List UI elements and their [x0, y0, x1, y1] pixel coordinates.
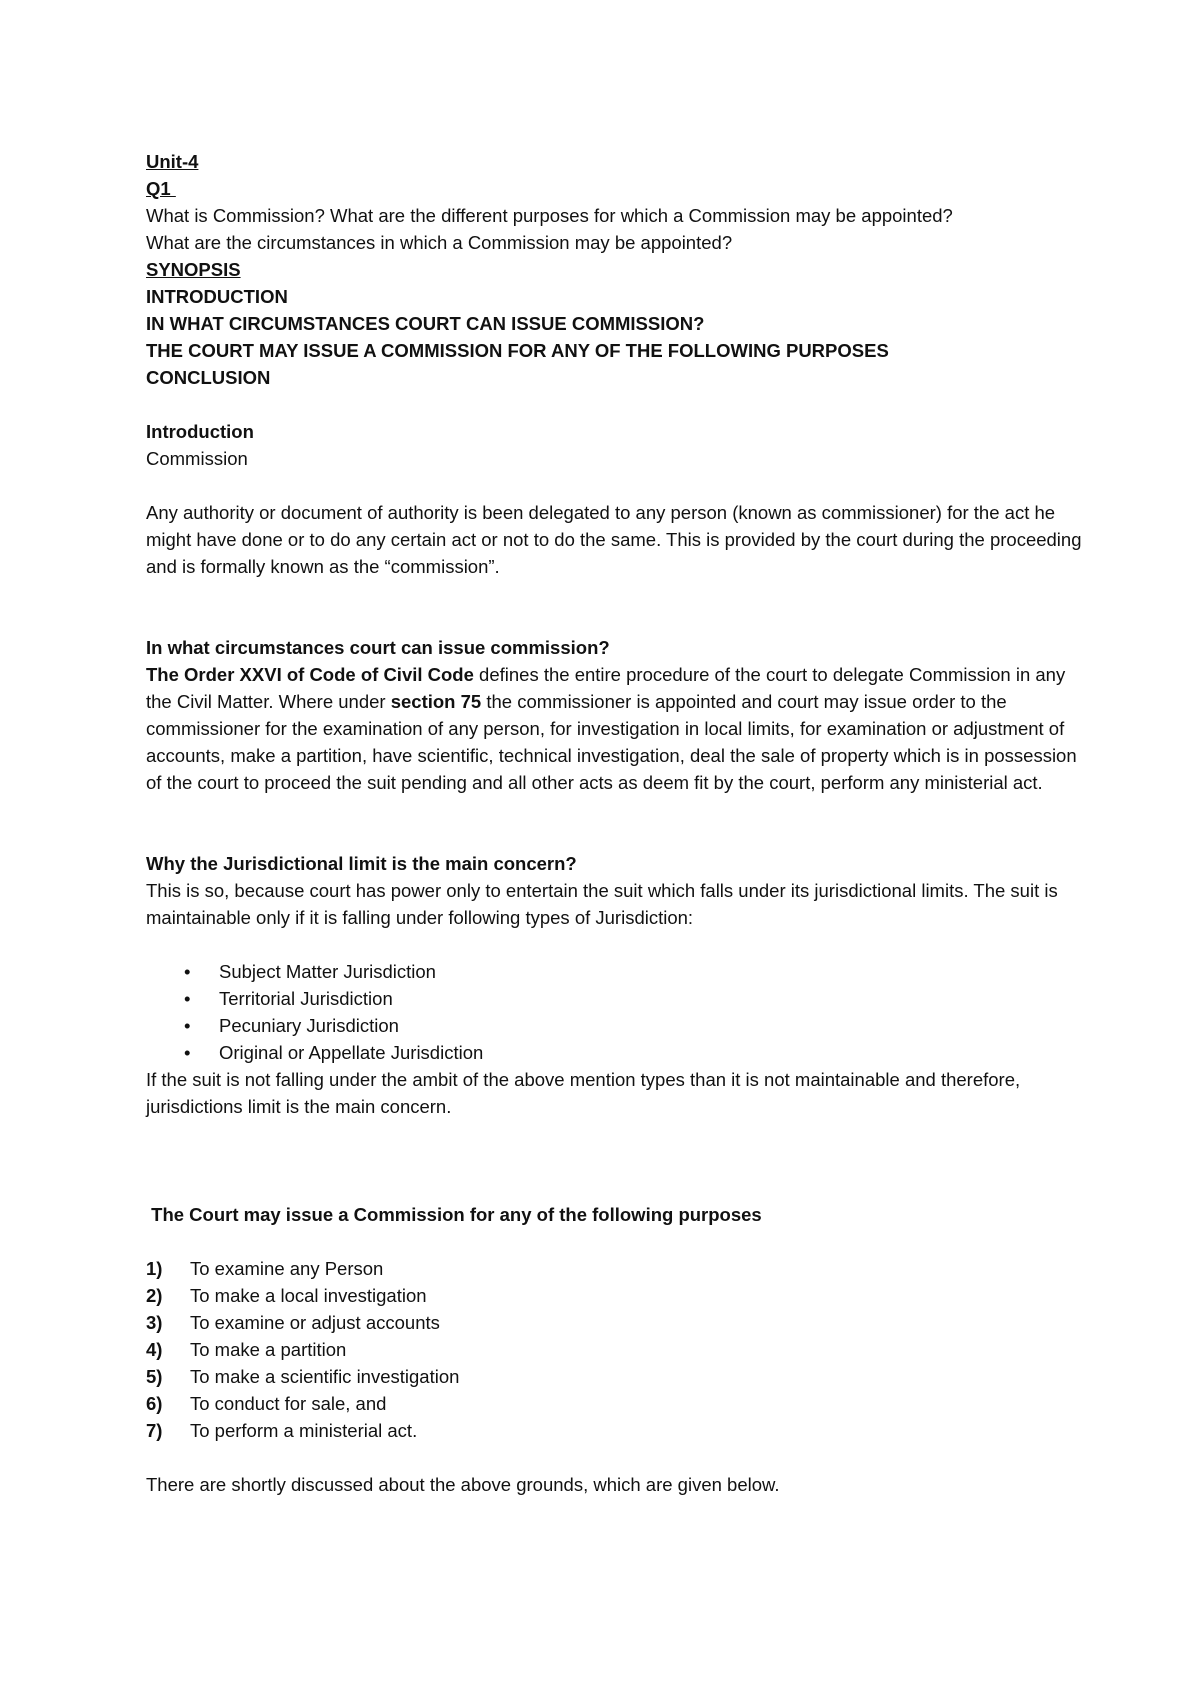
question-number: Q1: [146, 178, 176, 199]
list-item: 1) To examine any Person: [146, 1258, 384, 1279]
synopsis-item: THE COURT MAY ISSUE A COMMISSION FOR ANY OF THE FOLLOWING PURPOSES: [146, 340, 889, 361]
question-line-2: What are the circumstances in which a Commission may be appointed?: [146, 232, 733, 253]
jurisdiction-bullet-list: [146, 958, 1086, 1066]
list-item: 2) To make a local investigation: [146, 1285, 427, 1306]
list-item: • Pecuniary Jurisdiction: [146, 1012, 1086, 1039]
list-item: 6) To conduct for sale, and: [146, 1393, 387, 1414]
list-item: 7) To perform a ministerial act.: [146, 1420, 418, 1441]
circumstances-paragraph: The Order XXVI of Code of Civil Code defines the entire procedure of the court to delegate Commission in any the Civil Matter. Where under section 75 the commissioner is appointed and court may issue order to the commissioner for the examination of any person, for investigation in local limits, for examination or adjustment of accounts, make a partition, have scientific, technical investigation, deal the sale of property which is in possession of the court to proceed the suit pending and all other acts as deem fit by the court, perform any ministerial act.: [146, 664, 1077, 793]
synopsis-item: IN WHAT CIRCUMSTANCES COURT CAN ISSUE COMMISSION?: [146, 313, 705, 334]
bullet-icon: •: [184, 988, 191, 1009]
jurisdiction-paragraph: This is so, because court has power only to entertain the suit which falls under its jurisdictional limits. The suit is maintainable only if it is falling under following types of Jurisdiction:: [146, 880, 1058, 928]
introduction-paragraph: Any authority or document of authority is been delegated to any person (known as commissioner) for the act he might have done or to do any certain act or not to do the same. This is provided by the court during the proceeding and is formally known as the “commission”.: [146, 502, 1082, 577]
jurisdiction-closing: If the suit is not falling under the ambit of the above mention types than it is not maintainable and therefore, jurisdictions limit is the main concern.: [146, 1069, 1021, 1117]
question-line-1: What is Commission? What are the different purposes for which a Commission may be appointed?: [146, 205, 953, 226]
introduction-heading: Introduction: [146, 421, 254, 442]
synopsis-heading: SYNOPSIS: [146, 259, 241, 280]
bullet-icon: •: [184, 1042, 191, 1063]
list-item: 4) To make a partition: [146, 1339, 347, 1360]
document-page: [146, 148, 1086, 1498]
list-item: • Original or Appellate Jurisdiction: [146, 1039, 1086, 1066]
circumstances-heading: In what circumstances court can issue commission?: [146, 637, 610, 658]
purposes-heading: The Court may issue a Commission for any of the following purposes: [146, 1204, 762, 1225]
section-reference: section 75: [390, 691, 482, 712]
bullet-icon: •: [184, 1015, 191, 1036]
jurisdiction-heading: Why the Jurisdictional limit is the main concern?: [146, 853, 577, 874]
list-item: • Subject Matter Jurisdiction: [146, 958, 1086, 985]
purposes-numbered-list: [146, 1255, 1086, 1444]
list-item: 5) To make a scientific investigation: [146, 1366, 460, 1387]
introduction-subheading: Commission: [146, 448, 248, 469]
unit-title: Unit-4: [146, 151, 199, 172]
synopsis-item: INTRODUCTION: [146, 286, 288, 307]
order-reference: The Order XXVI of Code of Civil Code: [146, 664, 474, 685]
list-item: • Territorial Jurisdiction: [146, 985, 1086, 1012]
purposes-closing: There are shortly discussed about the above grounds, which are given below.: [146, 1474, 780, 1495]
synopsis-item: CONCLUSION: [146, 367, 271, 388]
bullet-icon: •: [184, 961, 191, 982]
list-item: 3) To examine or adjust accounts: [146, 1312, 440, 1333]
